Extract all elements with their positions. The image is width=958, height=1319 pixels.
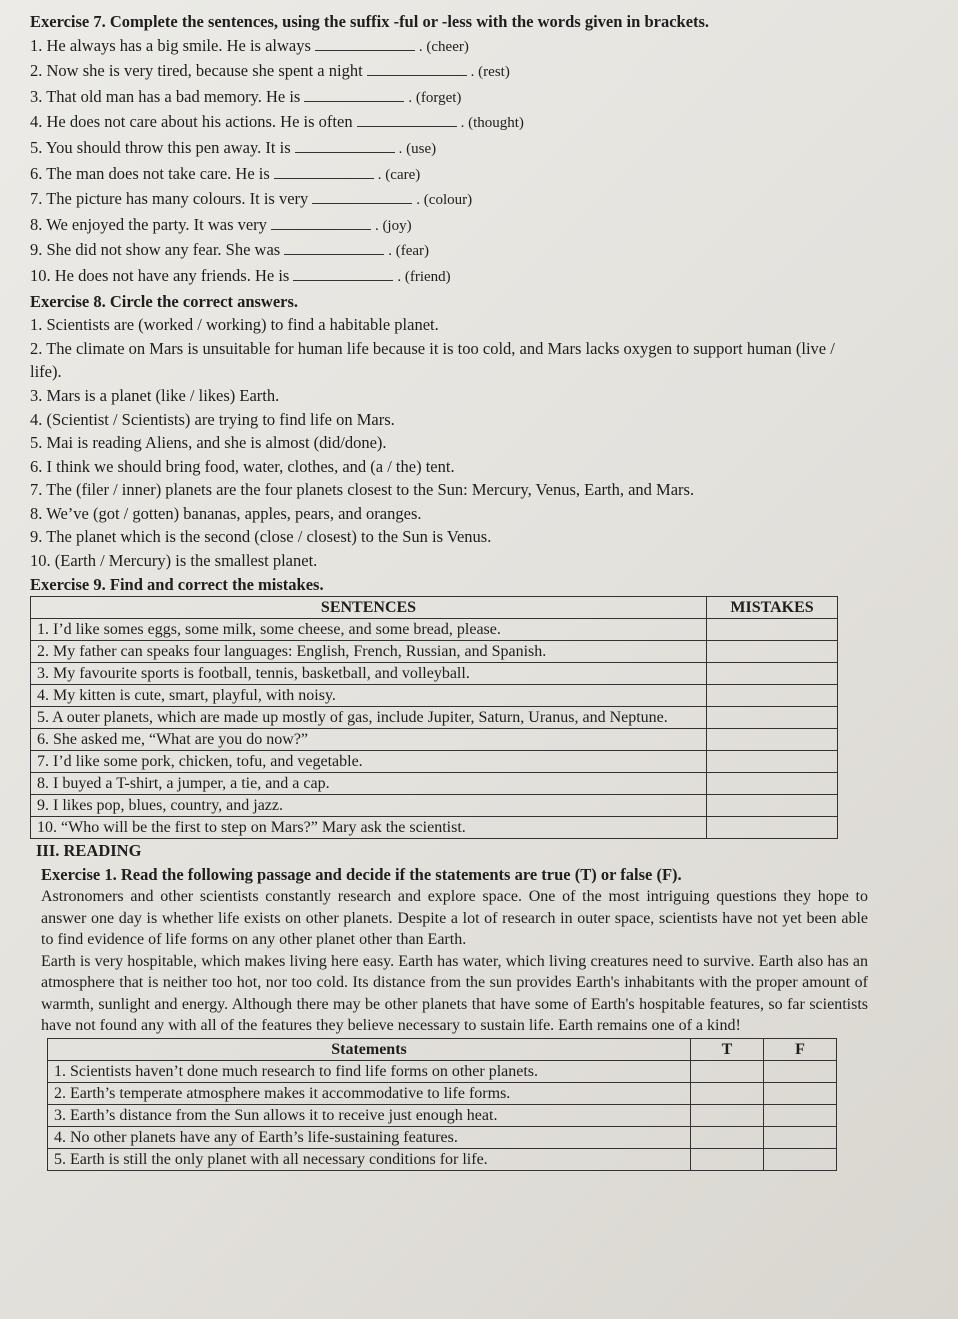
table-row [31, 773, 838, 795]
mistake-cell[interactable] [707, 619, 838, 641]
answer-blank[interactable] [357, 112, 457, 127]
sentence-cell: 10. “Who will be the first to step on Mars?” Mary ask the scientist. [31, 817, 707, 839]
sentence-cell: 8. I buyed a T-shirt, a jumper, a tie, and a cap. [31, 773, 707, 795]
ex8-item: 6. I think we should bring food, water, clothes, and (a / the) tent. [30, 456, 455, 476]
sentence-cell: 5. A outer planets, which are made up mostly of gas, include Jupiter, Saturn, Uranus, and Neptune. [31, 707, 707, 729]
sentence-cell: 1. I’d like somes eggs, some milk, some cheese, and some bread, please. [31, 619, 707, 641]
ex7-item-text: 8. We enjoyed the party. It was very [30, 214, 267, 234]
sentence-cell: 4. My kitten is cute, smart, playful, with noisy. [31, 685, 707, 707]
table-row [31, 685, 838, 707]
mistake-cell[interactable] [707, 817, 838, 839]
table-row [48, 1126, 837, 1148]
ex7-item-text: 6. The man does not take care. He is [30, 163, 270, 183]
false-header: F [764, 1038, 837, 1060]
answer-blank[interactable] [295, 138, 395, 153]
sentence-cell: 3. My favourite sports is football, tennis, basketball, and volleyball. [31, 663, 707, 685]
statements-header: Statements [48, 1038, 691, 1060]
true-false-table [47, 1038, 837, 1171]
ex8-item: 4. (Scientist / Scientists) are trying to find life on Mars. [30, 409, 395, 429]
statement-cell: 1. Scientists haven’t done much research to find life forms on other planets. [48, 1060, 691, 1082]
ex8-item: 8. We’ve (got / gotten) bananas, apples, pears, and oranges. [30, 503, 422, 523]
table-row [31, 641, 838, 663]
mistakes-header: MISTAKES [707, 597, 838, 619]
ex7-item-hint: . (care) [377, 166, 421, 183]
answer-blank[interactable] [284, 240, 384, 255]
sentence-cell: 9. I likes pop, blues, country, and jazz. [31, 795, 707, 817]
table-row [48, 1082, 837, 1104]
ex7-item-text: 3. That old man has a bad memory. He is [30, 86, 301, 106]
ex7-item-hint: . (fear) [388, 243, 430, 260]
mistake-cell[interactable] [707, 795, 838, 817]
ex8-list [30, 313, 928, 573]
true-cell[interactable] [691, 1082, 764, 1104]
ex7-item-hint: . (colour) [416, 192, 473, 209]
table-row [48, 1104, 837, 1126]
sentence-cell: 2. My father can speaks four languages: English, French, Russian, and Spanish. [31, 641, 707, 663]
table-header-row [31, 597, 838, 619]
ex7-item [30, 264, 928, 290]
ex7-item [30, 238, 928, 264]
table-row [31, 619, 838, 641]
ex8-item: 5. Mai is reading Aliens, and she is almost (did/done). [30, 433, 387, 453]
ex7-item-hint: . (thought) [460, 115, 524, 132]
sentence-cell: 7. I’d like some pork, chicken, tofu, and vegetable. [31, 751, 707, 773]
table-header-row [48, 1038, 837, 1060]
ex7-item [30, 162, 928, 188]
ex7-item [30, 110, 928, 136]
true-cell[interactable] [691, 1104, 764, 1126]
true-cell[interactable] [691, 1060, 764, 1082]
ex7-item-text: 2. Now she is very tired, because she spent a night [30, 61, 363, 81]
false-cell[interactable] [764, 1104, 837, 1126]
table-row [48, 1148, 837, 1170]
false-cell[interactable] [764, 1148, 837, 1170]
false-cell[interactable] [764, 1082, 837, 1104]
ex9-title: Exercise 9. Find and correct the mistakes. [30, 574, 324, 594]
table-row [31, 795, 838, 817]
false-cell[interactable] [764, 1060, 837, 1082]
ex7-title: Exercise 7. Complete the sentences, using the suffix -ful or -less with the words given in brackets. [30, 12, 710, 31]
table-row [31, 729, 838, 751]
answer-blank[interactable] [274, 164, 374, 179]
ex7-item-hint: . (use) [398, 140, 437, 157]
mistake-cell[interactable] [707, 663, 838, 685]
false-cell[interactable] [764, 1126, 837, 1148]
mistake-cell[interactable] [707, 707, 838, 729]
answer-blank[interactable] [271, 215, 371, 230]
ex7-item-text: 5. You should throw this pen away. It is [30, 137, 291, 157]
passage-paragraph-1: Astronomers and other scientists constantly research and explore space. One of the most intriguing questions they hope to answer one day is whether life exists on other planets. Despite a lot of research in outer space, scientists have not yet been able to find evidence of life forms on any other planet other than Earth. [41, 888, 868, 949]
answer-blank[interactable] [315, 36, 415, 51]
table-row [31, 663, 838, 685]
ex7-list [30, 34, 928, 290]
ex7-item-text: 9. She did not show any fear. She was [30, 240, 281, 260]
answer-blank[interactable] [304, 87, 404, 102]
sentences-header: SENTENCES [31, 597, 707, 619]
ex8-item: 3. Mars is a planet (like / likes) Earth. [30, 385, 280, 405]
ex7-item-text: 10. He does not have any friends. He is [30, 265, 290, 285]
table-row [31, 707, 838, 729]
ex8-title: Exercise 8. Circle the correct answers. [30, 291, 299, 311]
table-row [48, 1060, 837, 1082]
mistake-cell[interactable] [707, 685, 838, 707]
statement-cell: 5. Earth is still the only planet with all necessary conditions for life. [48, 1148, 691, 1170]
ex8-item: 1. Scientists are (worked / working) to find a habitable planet. [30, 315, 439, 335]
ex7-item-text: 7. The picture has many colours. It is very [30, 189, 309, 209]
statement-cell: 2. Earth’s temperate atmosphere makes it accommodative to life forms. [48, 1082, 691, 1104]
ex7-item [30, 59, 928, 85]
sentence-cell: 6. She asked me, “What are you do now?” [31, 729, 707, 751]
ex8-item: 10. (Earth / Mercury) is the smallest planet. [30, 551, 318, 571]
mistake-cell[interactable] [707, 729, 838, 751]
ex7-item-hint: . (cheer) [418, 38, 469, 55]
ex7-item [30, 34, 928, 60]
ex7-item-hint: . (friend) [397, 268, 451, 285]
table-row [31, 817, 838, 839]
answer-blank[interactable] [367, 61, 467, 76]
ex7-item [30, 136, 928, 162]
ex8-item: 2. The climate on Mars is unsuitable for human life because it is too cold, and Mars lacks oxygen to support human (live / life). [30, 338, 835, 382]
mistake-cell[interactable] [707, 751, 838, 773]
statement-cell: 4. No other planets have any of Earth’s life-sustaining features. [48, 1126, 691, 1148]
mistake-cell[interactable] [707, 641, 838, 663]
true-cell[interactable] [691, 1148, 764, 1170]
passage-paragraph-2: Earth is very hospitable, which makes living here easy. Earth has water, which living creatures need to survive. Earth also has an atmosphere that is neither too hot, nor too cold. Its distance from the sun provides Earth's inhabitants with the proper amount of warmth, sunlight and energy. Although there may be other planets that have some of Earth's hospitable features, so far scientists have not found any with all of the features they believe necessary to sustain life. Earth remains one of a kind! [41, 952, 868, 1035]
ex8-item: 7. The (filer / inner) planets are the four planets closest to the Sun: Mercury, Venus, Earth, and Mars. [30, 480, 695, 500]
answer-blank[interactable] [293, 266, 393, 281]
mistake-cell[interactable] [707, 773, 838, 795]
ex7-item-hint: . (rest) [470, 64, 510, 81]
table-row [31, 751, 838, 773]
ex7-item-hint: . (forget) [408, 89, 462, 106]
true-cell[interactable] [691, 1126, 764, 1148]
ex7-item-text: 4. He does not care about his actions. He is often [30, 112, 353, 132]
mistakes-table [30, 596, 838, 839]
ex8-item: 9. The planet which is the second (close / closest) to the Sun is Venus. [30, 527, 492, 547]
ex7-item [30, 85, 928, 111]
ex7-item [30, 213, 928, 239]
true-header: T [691, 1038, 764, 1060]
statement-cell: 3. Earth’s distance from the Sun allows it to receive just enough heat. [48, 1104, 691, 1126]
reading-heading: III. READING [36, 841, 142, 861]
ex7-item [30, 187, 928, 213]
ex7-item-hint: . (joy) [374, 217, 412, 234]
ex7-item-text: 1. He always has a big smile. He is always [30, 35, 311, 55]
reading-ex1-title: Exercise 1. Read the following passage and decide if the statements are true (T) or false (F). [41, 864, 682, 884]
answer-blank[interactable] [312, 189, 412, 204]
